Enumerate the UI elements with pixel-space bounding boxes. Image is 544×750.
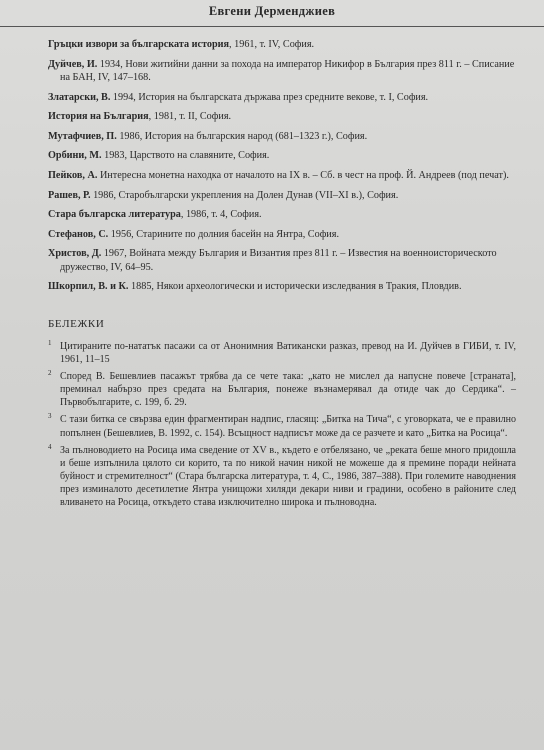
reference-entry (48, 228, 518, 241)
reference-entry (48, 91, 518, 104)
reference-text: , 1986, т. 4, София. (180, 209, 262, 221)
reference-text: 1885, Някои археологически и исторически изследвания в Тракия, Пловдив. (128, 281, 462, 293)
reference-author: Мутафчиев, П. (48, 130, 117, 142)
footnote-text: Цитираните по-нататък пасажи са от Анонимния Ватикански разказ, превод на И. Дуйчев в ГИБИ, т. IV, 1961, 11–15 (60, 341, 516, 366)
reference-text: Интересна монетна находка от началото на IX в. – Сб. в чест на проф. Й. Андреев (под печат). (97, 169, 509, 181)
footnote-number: 3 (48, 412, 52, 421)
footnote-number: 4 (48, 442, 52, 451)
reference-entry (48, 169, 518, 182)
reference-text: , 1961, т. IV, София. (229, 39, 315, 50)
reference-entry (48, 189, 518, 202)
reference-author: Стефанов, С. (48, 228, 109, 240)
reference-text: 1983, Царството на славяните, София. (101, 150, 270, 162)
footnote-number: 2 (48, 369, 52, 378)
reference-author: Рашев, Р. (48, 189, 91, 201)
footnote-text: За пълноводието на Росица има сведение от XV в., където е отбелязано, че „реката беше много придошла и беше изпълнила цялото си корито, та по никой начин никой не можеше да я премине поради нейната буйност и стремителност“ (Стара българска литература, т. 4, С., 1986, 387–388). При големите наводнения през изминалото десетилетие Янтра унищожи хиляди декари ниви и градини, особено в районите след вливането на Росица, откъдето става изключително широка и пълноводна. (60, 444, 516, 509)
reference-text: 1956, Старините по долния басейн на Янтра, София. (108, 228, 339, 240)
footnote-text: Според В. Бешевлиев пасажът трябва да се чете така: „като не мислел да напусне повече [страната], преминал набързо през средата на България, понеже възнамерявал да отиде чак до Сердика“. – Първобългарите, с. 199, б. 29. (60, 371, 516, 409)
reference-entry (48, 58, 518, 85)
footnote (48, 413, 516, 439)
footnote-number: 1 (48, 339, 52, 347)
reference-author: Шкорпил, В. и К. (48, 281, 129, 293)
footnote (48, 340, 516, 366)
reference-author: Пейков, А. (48, 169, 98, 181)
reference-author: Орбини, М. (48, 150, 102, 162)
reference-author: Златарски, В. (48, 91, 111, 103)
footnote (48, 370, 516, 409)
header-title: Евгени Дерменджиев (208, 4, 336, 18)
reference-author: Стара българска литература (48, 209, 181, 221)
references-list (48, 38, 518, 300)
reference-author: Дуйчев, И. (48, 58, 98, 70)
notes-heading: БЕЛЕЖКИ (48, 318, 105, 330)
notes-list (48, 340, 516, 513)
reference-entry (48, 280, 518, 293)
reference-entry (48, 247, 518, 274)
reference-entry (48, 110, 518, 123)
running-header (0, 0, 544, 27)
reference-entry (48, 130, 518, 143)
reference-text: 1994, История на българската държава през средните векове, т. I, София. (110, 91, 429, 103)
reference-text: 1986, История на българския народ (681–1323 г.), София. (116, 130, 368, 142)
footnote (48, 444, 516, 509)
reference-author: Христов, Д. (48, 248, 102, 260)
reference-text: 1986, Старобългарски укрепления на Долен Дунав (VII–XI в.), София. (90, 189, 399, 201)
reference-author: Гръцки извори за българската история (48, 39, 230, 50)
reference-author: История на България (48, 111, 149, 123)
reference-entry (48, 149, 518, 162)
reference-entry (48, 208, 518, 221)
reference-text: 1967, Войната между България и Византия през 811 г. – Известия на военноисторическото дружество, IV, 64–95. (60, 248, 497, 273)
reference-text: 1934, Нови житийни данни за похода на император Никифор в България през 811 г. – Списание на БАН, IV, 147–168. (60, 58, 515, 83)
reference-entry (48, 38, 518, 51)
footnote-text: С тази битка се свързва един фрагментиран надпис, гласящ: „Битка на Тича“, с уговорката, че е правилно попълнен (Бешевлиев, В. 1992, с. 154). Всъщност надписът може да се разчете и като „Битка на Росица“. (60, 414, 516, 439)
reference-text: , 1981, т. II, София. (148, 111, 232, 123)
